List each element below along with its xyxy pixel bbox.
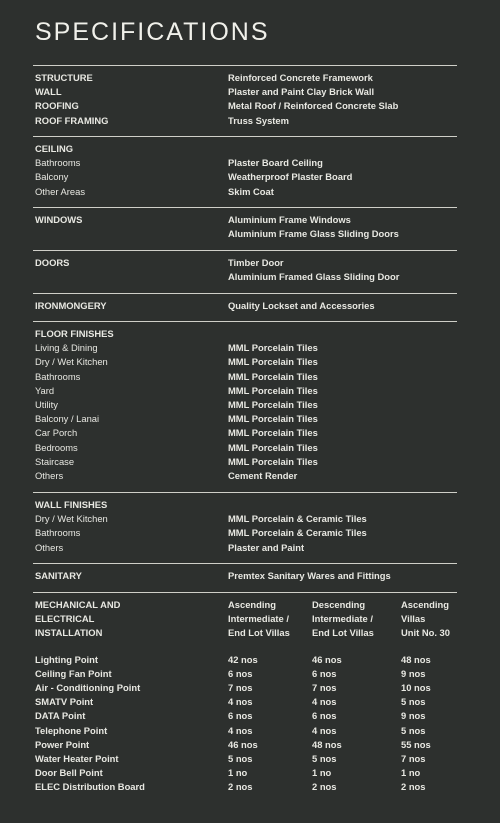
spec-section xyxy=(35,569,455,583)
spec-row xyxy=(35,270,455,284)
spec-label: IRONMONGERY xyxy=(35,300,107,311)
spec-label: SANITARY xyxy=(35,570,82,581)
spec-row xyxy=(35,256,455,270)
spec-value: Aluminium Framed Glass Sliding Door xyxy=(228,271,400,283)
table-cell: 6 nos xyxy=(228,667,253,679)
spec-value: MML Porcelain Tiles xyxy=(228,342,318,354)
spec-value: Plaster Board Ceiling xyxy=(228,157,323,169)
spec-section xyxy=(35,71,455,128)
spec-value: Aluminium Frame Windows xyxy=(228,214,351,225)
table-cell: 46 nos xyxy=(228,738,258,750)
table-row xyxy=(35,653,455,667)
spec-value: Cement Render xyxy=(228,469,298,481)
table-header-cell: Intermediate / xyxy=(228,613,289,625)
section-divider xyxy=(33,293,457,294)
section-divider xyxy=(33,321,457,322)
spec-row xyxy=(35,213,455,227)
table-header-row xyxy=(35,612,455,626)
spec-value: Weatherproof Plaster Board xyxy=(228,171,353,183)
table-cell: 7 nos xyxy=(312,681,337,693)
spec-row xyxy=(35,370,455,384)
table-cell: 4 nos xyxy=(312,696,337,708)
spec-row xyxy=(35,227,455,241)
table-row xyxy=(35,752,455,766)
spec-row xyxy=(35,455,455,469)
table-cell: 5 nos xyxy=(401,724,426,736)
table-cell: 2 nos xyxy=(312,781,337,793)
spec-row xyxy=(35,142,455,156)
table-cell: 9 nos xyxy=(401,710,426,722)
spec-value: MML Porcelain Tiles xyxy=(228,356,318,368)
spec-label: Utility xyxy=(35,398,58,410)
table-cell: 4 nos xyxy=(228,724,253,736)
spec-row xyxy=(35,355,455,369)
spec-value: Timber Door xyxy=(228,257,284,268)
spec-row xyxy=(35,341,455,355)
spec-value: Premtex Sanitary Wares and Fittings xyxy=(228,570,391,581)
spec-value: Plaster and Paint xyxy=(228,541,305,553)
table-cell: Door Bell Point xyxy=(35,767,103,779)
table-header-cell: Unit No. 30 xyxy=(401,627,450,639)
table-cell: 2 nos xyxy=(228,781,253,793)
spec-label: Bathrooms xyxy=(35,370,81,382)
spec-row xyxy=(35,469,455,483)
spec-label: Bathrooms xyxy=(35,527,81,539)
spec-label: Bathrooms xyxy=(35,157,81,169)
spec-value: Skim Coat xyxy=(228,185,274,197)
table-row xyxy=(35,724,455,738)
spec-value: MML Porcelain Tiles xyxy=(228,398,318,410)
spec-row xyxy=(35,85,455,99)
spec-label: Car Porch xyxy=(35,427,78,439)
spec-row xyxy=(35,426,455,440)
table-row xyxy=(35,766,455,780)
spec-section xyxy=(35,256,455,284)
table-header-cell: MECHANICAL AND xyxy=(35,599,121,610)
table-cell: 6 nos xyxy=(228,710,253,722)
table-row xyxy=(35,709,455,723)
spec-row xyxy=(35,498,455,512)
table-cell: 6 nos xyxy=(312,667,337,679)
spec-row xyxy=(35,114,455,128)
section-divider xyxy=(33,492,457,493)
mechanical-electrical-table xyxy=(35,598,455,794)
table-header-row xyxy=(35,598,455,612)
page-title: SPECIFICATIONS xyxy=(35,18,270,46)
spec-value: Quality Lockset and Accessories xyxy=(228,300,375,311)
table-cell: 2 nos xyxy=(401,781,426,793)
spec-section xyxy=(35,142,455,199)
spec-row xyxy=(35,541,455,555)
spec-label: FLOOR FINISHES xyxy=(35,328,114,339)
spec-value: Plaster and Paint Clay Brick Wall xyxy=(228,86,375,98)
table-cell: Power Point xyxy=(35,738,90,750)
table-cell: 48 nos xyxy=(312,738,342,750)
spec-row xyxy=(35,156,455,170)
spec-value: MML Porcelain Tiles xyxy=(228,384,318,396)
spec-value: MML Porcelain Tiles xyxy=(228,370,318,382)
spec-label: Others xyxy=(35,469,64,481)
table-header-row xyxy=(35,626,455,640)
table-cell: 46 nos xyxy=(312,653,342,665)
table-cell: DATA Point xyxy=(35,710,86,722)
spec-label: ROOFING xyxy=(35,100,79,112)
spec-label: CEILING xyxy=(35,143,74,154)
table-row xyxy=(35,738,455,752)
spec-row xyxy=(35,71,455,85)
table-cell: 55 nos xyxy=(401,738,431,750)
spec-row xyxy=(35,170,455,184)
table-cell: 10 nos xyxy=(401,681,431,693)
spec-row xyxy=(35,441,455,455)
spec-label: Yard xyxy=(35,384,55,396)
table-header-cell: End Lot Villas xyxy=(312,627,374,639)
table-header-cell: Ascending xyxy=(401,599,449,610)
table-cell: 1 no xyxy=(312,767,332,779)
section-divider xyxy=(33,207,457,208)
section-divider xyxy=(33,136,457,137)
spec-row xyxy=(35,512,455,526)
table-cell: 4 nos xyxy=(228,696,253,708)
table-header-cell: Villas xyxy=(401,613,426,625)
table-header-cell: Descending xyxy=(312,599,366,610)
table-cell: 5 nos xyxy=(312,752,337,764)
spec-value: MML Porcelain Tiles xyxy=(228,427,318,439)
table-cell: 1 no xyxy=(401,767,421,779)
spec-row xyxy=(35,299,455,313)
table-cell: Ceiling Fan Point xyxy=(35,667,112,679)
section-divider xyxy=(33,592,457,593)
spec-value: MML Porcelain & Ceramic Tiles xyxy=(228,513,367,525)
spec-value: MML Porcelain Tiles xyxy=(228,441,318,453)
spec-row xyxy=(35,99,455,113)
spec-label: STRUCTURE xyxy=(35,72,93,83)
table-header-cell: INSTALLATION xyxy=(35,627,103,639)
table-cell: 9 nos xyxy=(401,667,426,679)
table-cell: Water Heater Point xyxy=(35,752,119,764)
table-cell: 48 nos xyxy=(401,653,431,665)
spec-section xyxy=(35,213,455,241)
table-cell: SMATV Point xyxy=(35,696,94,708)
spec-row xyxy=(35,398,455,412)
spec-section xyxy=(35,299,455,313)
spec-section xyxy=(35,327,455,483)
spec-section xyxy=(35,498,455,555)
spec-label: WINDOWS xyxy=(35,214,83,225)
table-row xyxy=(35,681,455,695)
table-header-cell: Ascending xyxy=(228,599,276,610)
spec-value: Metal Roof / Reinforced Concrete Slab xyxy=(228,100,399,112)
table-header-cell: Intermediate / xyxy=(312,613,373,625)
spec-label: Other Areas xyxy=(35,185,86,197)
table-cell: Air - Conditioning Point xyxy=(35,681,141,693)
spec-value: Truss System xyxy=(228,114,289,126)
spec-row xyxy=(35,185,455,199)
table-cell: 5 nos xyxy=(228,752,253,764)
table-cell: 7 nos xyxy=(228,681,253,693)
table-row xyxy=(35,695,455,709)
table-row xyxy=(35,780,455,794)
spec-value: MML Porcelain Tiles xyxy=(228,455,318,467)
spec-label: Living & Dining xyxy=(35,342,98,354)
table-cell: 4 nos xyxy=(312,724,337,736)
spec-row xyxy=(35,412,455,426)
section-divider xyxy=(33,250,457,251)
spec-label: ROOF FRAMING xyxy=(35,114,109,126)
spec-row xyxy=(35,569,455,583)
section-divider xyxy=(33,65,457,66)
table-cell: Lighting Point xyxy=(35,653,99,665)
table-cell: 1 no xyxy=(228,767,248,779)
table-row xyxy=(35,667,455,681)
spec-label: Balcony / Lanai xyxy=(35,413,100,425)
table-cell: 5 nos xyxy=(401,696,426,708)
table-cell: 6 nos xyxy=(312,710,337,722)
spec-row xyxy=(35,526,455,540)
spec-value: Aluminium Frame Glass Sliding Doors xyxy=(228,228,399,240)
table-cell: 42 nos xyxy=(228,653,258,665)
spec-label: Others xyxy=(35,541,64,553)
spec-row xyxy=(35,384,455,398)
spec-label: WALL FINISHES xyxy=(35,499,108,510)
table-cell: ELEC Distribution Board xyxy=(35,781,145,793)
spec-value: MML Porcelain Tiles xyxy=(228,413,318,425)
spec-label: Bedrooms xyxy=(35,441,78,453)
table-header-cell: ELECTRICAL xyxy=(35,613,95,625)
spec-value: Reinforced Concrete Framework xyxy=(228,72,373,83)
table-header-cell: End Lot Villas xyxy=(228,627,290,639)
section-divider xyxy=(33,563,457,564)
spec-value: MML Porcelain & Ceramic Tiles xyxy=(228,527,367,539)
spec-label: Dry / Wet Kitchen xyxy=(35,356,108,368)
table-cell: 7 nos xyxy=(401,752,426,764)
spec-label: DOORS xyxy=(35,257,70,268)
spec-row xyxy=(35,327,455,341)
table-cell: Telephone Point xyxy=(35,724,108,736)
spec-label: Staircase xyxy=(35,455,75,467)
spec-label: WALL xyxy=(35,86,62,98)
spec-label: Balcony xyxy=(35,171,69,183)
spec-label: Dry / Wet Kitchen xyxy=(35,513,108,525)
